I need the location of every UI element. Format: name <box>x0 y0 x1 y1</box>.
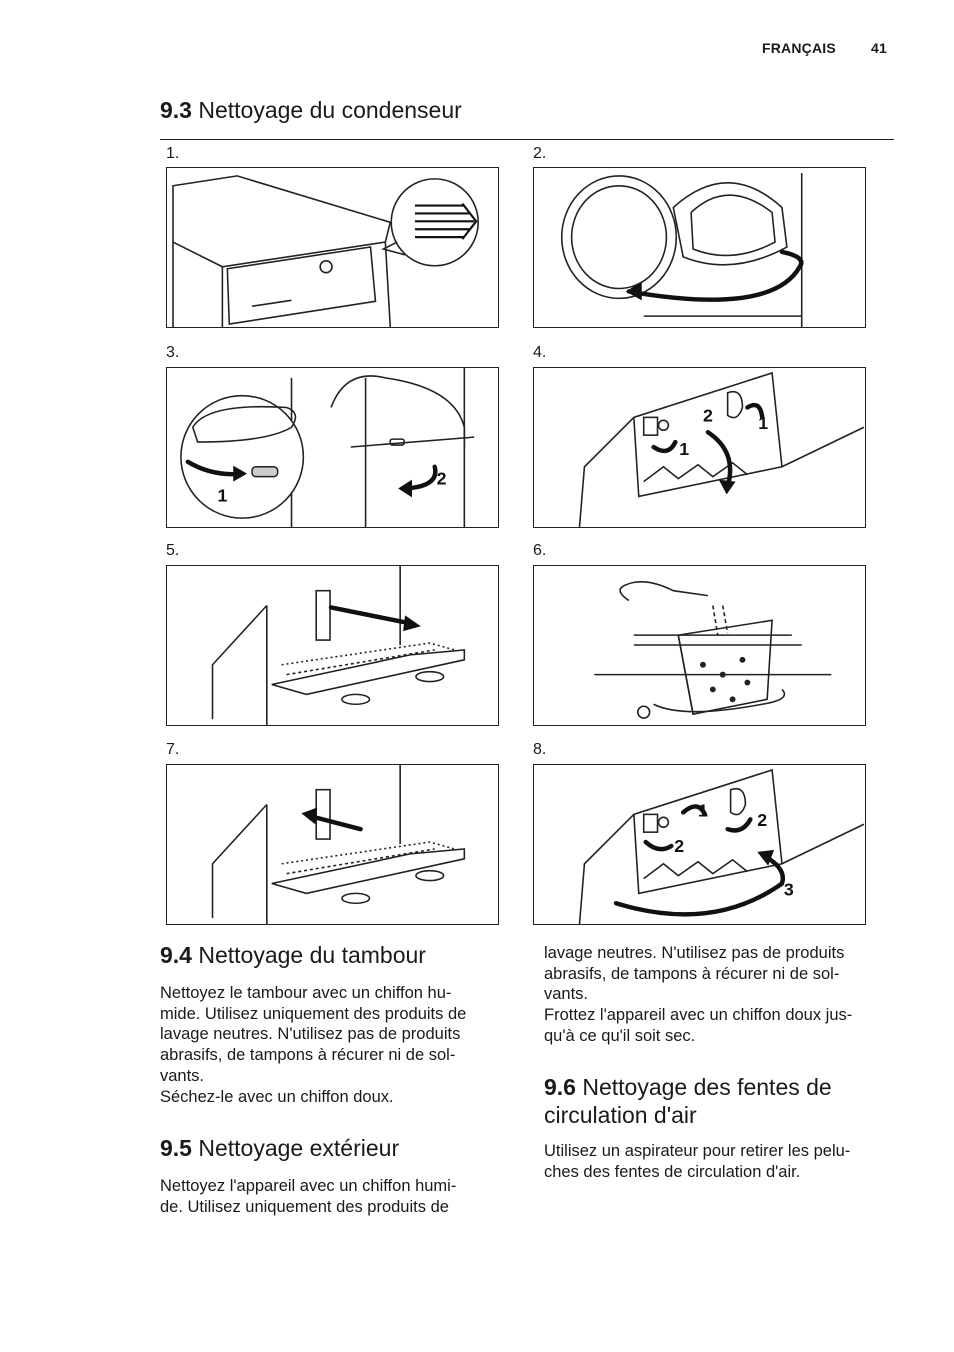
callout-1a: 1 <box>679 438 690 459</box>
text-line: vants. <box>544 985 589 1004</box>
figure-label-7: 7. <box>166 741 180 758</box>
text-line: Frottez l'appareil avec un chiffon doux jus- <box>544 1006 853 1025</box>
section-title: Nettoyage des fentes de <box>582 1074 832 1100</box>
text-line: Nettoyez le tambour avec un chiffon hu- <box>160 984 452 1002</box>
callout-1b: 1 <box>758 413 769 434</box>
section-divider <box>160 139 894 140</box>
header-section: FRANÇAIS <box>762 40 836 56</box>
figure-label-1: 1. <box>166 145 180 162</box>
close-drawing <box>534 765 865 924</box>
callout-3: 3 <box>783 879 794 900</box>
text-line: Utilisez un aspirateur pour retirer les pelu- <box>544 1142 851 1160</box>
dryer-top-drawing <box>167 168 498 327</box>
callout-2a: 2 <box>757 810 768 831</box>
condenser-in-drawing <box>167 765 498 924</box>
text-line: vants. <box>160 1066 205 1085</box>
figure-7-illustration <box>166 764 499 925</box>
section-heading-9-3 <box>160 96 462 124</box>
section-number: 9.6 <box>544 1074 576 1100</box>
figure-label-3: 3. <box>166 344 180 361</box>
figure-label-4: 4. <box>533 344 547 361</box>
section-number: 9.3 <box>160 97 192 123</box>
callout-1: 1 <box>217 485 228 506</box>
text-line: ches des fentes de circulation d'air. <box>544 1162 801 1181</box>
section-title: Nettoyage du tambour <box>198 942 426 968</box>
section-title: Nettoyage du condenseur <box>198 97 462 123</box>
section-title: Nettoyage extérieur <box>198 1135 400 1161</box>
text-line: mide. Utilisez uniquement des produits de <box>160 1004 467 1023</box>
section-9-5-body <box>160 1176 456 1217</box>
figure-1-illustration <box>166 167 499 328</box>
latch-drawing <box>167 368 498 527</box>
text-line: lavage neutres. N'utilisez pas de produits <box>544 944 845 962</box>
section-number: 9.5 <box>160 1135 192 1161</box>
figure-label-8: 8. <box>533 741 547 758</box>
figure-5-illustration <box>166 565 499 726</box>
text-line: Nettoyez l'appareil avec un chiffon humi- <box>160 1177 457 1195</box>
callout-2b: 2 <box>674 835 685 856</box>
figure-8-illustration <box>533 764 866 925</box>
lever-drawing <box>534 368 865 527</box>
text-line: Séchez-le avec un chiffon doux. <box>160 1087 394 1106</box>
section-9-6-body <box>544 1141 850 1182</box>
text-line: lavage neutres. N'utilisez pas de produits <box>160 1025 461 1044</box>
section-number: 9.4 <box>160 942 192 968</box>
figure-6-illustration <box>533 565 866 726</box>
text-line: de. Utilisez uniquement des produits de <box>160 1197 449 1216</box>
section-heading-9-5 <box>160 1134 399 1162</box>
door-open-drawing <box>534 168 865 327</box>
figure-label-2: 2. <box>533 145 547 162</box>
callout-2: 2 <box>702 405 713 426</box>
figure-label-6: 6. <box>533 542 547 559</box>
callout-2: 2 <box>436 468 447 489</box>
rinse-drawing <box>534 566 865 725</box>
figure-label-5: 5. <box>166 542 180 559</box>
figure-2-illustration <box>533 167 866 328</box>
section-title-line2: circulation d'air <box>544 1102 697 1128</box>
section-heading-9-4 <box>160 941 426 969</box>
section-9-4-body <box>160 983 466 1107</box>
figure-3-illustration <box>166 367 499 528</box>
condenser-out-drawing <box>167 566 498 725</box>
text-line: abrasifs, de tampons à récurer ni de sol- <box>544 964 840 983</box>
zoom-callout <box>181 396 303 518</box>
text-line: abrasifs, de tampons à récurer ni de sol- <box>160 1046 456 1065</box>
section-heading-9-6 <box>544 1073 832 1129</box>
section-9-5-body-continued <box>544 943 852 1047</box>
text-line: qu'à ce qu'il soit sec. <box>544 1026 696 1045</box>
callout-1: 1 <box>698 800 708 821</box>
figure-4-illustration <box>533 367 866 528</box>
page-number: 41 <box>871 40 887 56</box>
